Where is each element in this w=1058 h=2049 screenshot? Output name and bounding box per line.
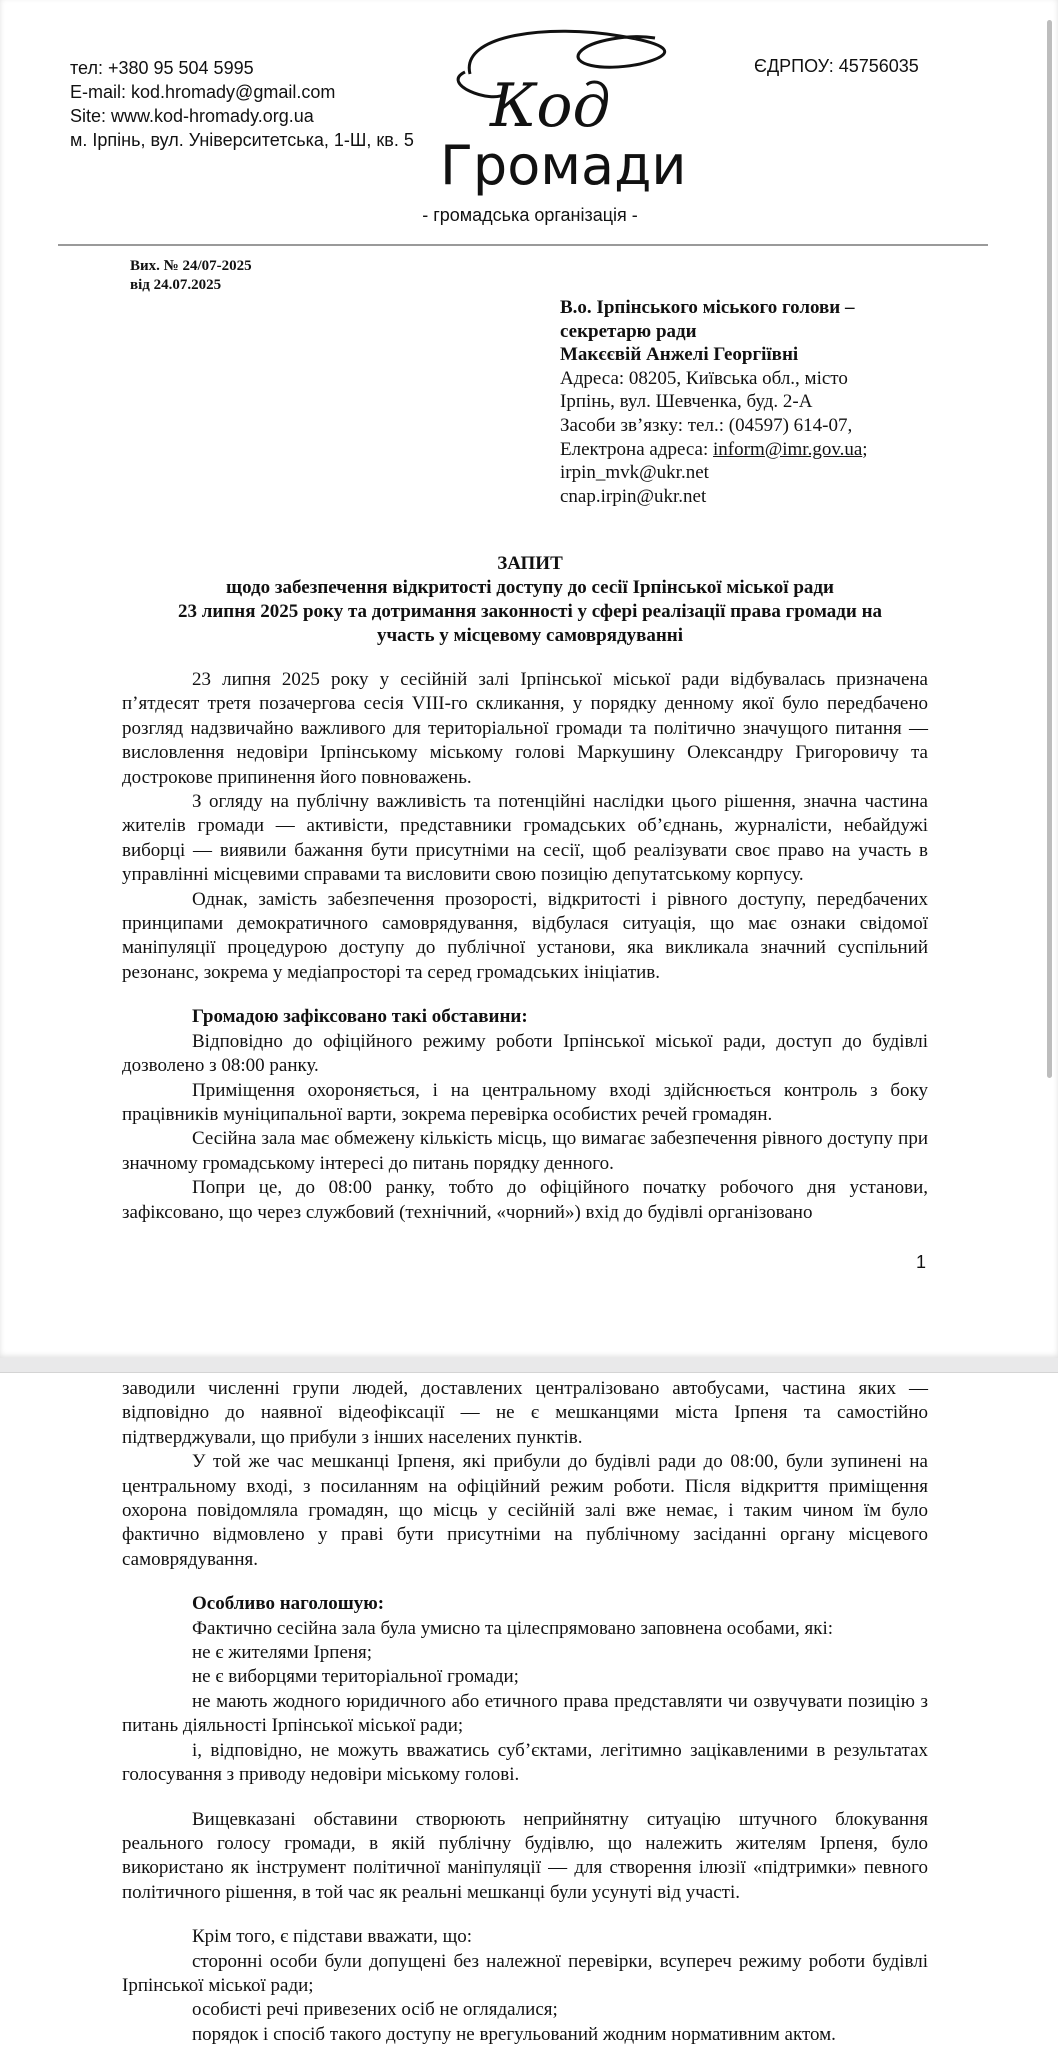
contact-address: м. Ірпінь, вул. Університетська, 1-Ш, кв. 5: [70, 130, 414, 150]
paragraph: Крім того, є підстави вважати, що:: [192, 1926, 472, 1948]
title-line-1: ЗАПИТ: [497, 553, 563, 574]
email-tail: ;: [862, 438, 868, 460]
page-gap: [0, 1358, 1058, 1372]
paragraph: Вищевказані обставини створюють неприйнятну ситуацію штучного блокування реального голосу громади, в якій публічну будівлю, що належить жителям Ірпеня, було використано як інструмент політичної маніпуляції — для створення ілюзії «підтримки» певного політичного рішення, в той час як реальні мешканці були усунуті від участі.: [122, 1808, 928, 1903]
email-link[interactable]: inform@imr.gov.ua: [713, 438, 863, 460]
outgoing-number-block: [130, 257, 252, 295]
logo-word-2: Громади: [440, 134, 687, 197]
recipient-block: [560, 296, 1000, 508]
organization-logo: [430, 14, 700, 204]
recipient-name: Макєєвій Анжелі Георгіївні: [560, 344, 799, 366]
paragraph: Приміщення охороняється, і на центральному вході здійснюється контроль з боку працівників муніципальної варти, зокрема перевірка особистих речей громадян.: [122, 1079, 928, 1125]
paragraph: Однак, замість забезпечення прозорості, відкритості і рівного доступу, передбачених принципами демократичного самоврядування, відбулася ситуація, що має ознаки свідомої маніпуляції процедурою доступу до публічної установи, яка викликала значний суспільний резонанс, зокрема у медіапросторі та серед громадських ініціатив.: [122, 888, 928, 983]
request-title: [120, 552, 940, 648]
email-label: Електрона адреса:: [560, 438, 714, 460]
outgoing-date: від 24.07.2025: [130, 277, 222, 293]
list-item: сторонні особи були допущені без належної перевірки, всупереч режиму роботи будівлі Ірпінської міської ради;: [122, 1950, 928, 1996]
recipient-address-2: Ірпінь, вул. Шевченка, буд. 2-А: [560, 391, 813, 413]
recipient-phone: Засоби зв’язку: тел.: (04597) 614-07,: [560, 414, 853, 436]
page2-body: [122, 1377, 928, 2047]
list-item: не мають жодного юридичного або етичного права представляти чи озвучувати позицію з питань діяльності Ірпінської міської ради;: [122, 1690, 928, 1737]
paragraph: заводили численні групи людей, доставлених централізовано автобусами, частина яких — відповідно до наявної відеофіксації — не є мешканцями міста Ірпеня та самостійно підтверджували, що прибули з інших населених пунктів.: [122, 1378, 928, 1448]
document-page-2: [0, 1372, 1058, 2049]
title-line-3: 23 липня 2025 року та дотримання законності у сфері реалізації права громади на: [177, 601, 883, 622]
title-line-4: участь у місцевому самоврядуванні: [376, 625, 684, 646]
page-number: 1: [916, 1252, 927, 1272]
paragraph: Сесійна зала має обмежену кількість місць, що вимагає забезпечення рівного доступу при значному громадському інтересі до питань порядку денного.: [122, 1128, 928, 1174]
recipient-address-1: Адреса: 08205, Київська обл., місто: [560, 367, 848, 389]
logo-swash: [469, 31, 664, 74]
section-heading: Особливо наголошую:: [192, 1593, 385, 1615]
list-item: і, відповідно, не можуть вважатись суб’єктами, легітимно зацікавленими в результатах голосування з приводу недовіри міському голові.: [122, 1739, 928, 1786]
paragraph: Фактично сесійна зала була умисно та цілеспрямовано заповнена особами, які:: [192, 1617, 833, 1639]
logo-word-1: Код: [490, 71, 611, 141]
contact-email: E-mail: kod.hromady@gmail.com: [70, 82, 336, 102]
list-item: не є виборцями територіальної громади;: [192, 1666, 519, 1688]
scrollbar[interactable]: [1047, 20, 1052, 1078]
contact-site: Site: www.kod-hromady.org.ua: [70, 106, 314, 126]
recipient-title-2: секретарю ради: [560, 320, 697, 342]
outgoing-number: Вих. № 24/07-2025: [130, 258, 252, 274]
logo-subtitle: - громадська організація -: [422, 205, 638, 225]
paragraph: 23 липня 2025 року у сесійній залі Ірпінської міської ради відбувалась призначена п’ятдесят третя позачергова сесія VIII-го скликання, у порядку денному якої було передбачено розгляд надзвичайно важливого для територіальної громади та політично значущого питання — висловлення недовіри Ірпінському міському голові Маркушину Олександру Григоровичу та дострокове припинення його повноважень.: [122, 669, 928, 788]
header-divider: [58, 244, 988, 246]
paragraph: З огляду на публічну важливість та потенційні наслідки цього рішення, значна частина жителів громади — активісти, представники громадських об’єднань, журналісти, небайдужі виборці — виявили бажання бути присутніми на сесії, щоб реалізувати своє право на участь в управлінні місцевими справами та висловити свою позицію депутатському корпусу.: [122, 791, 928, 886]
paragraph: Попри це, до 08:00 ранку, тобто до офіційного початку робочого дня установи, зафіксовано, що через службовий (технічний, «чорний») вхід до будівлі організовано: [122, 1177, 928, 1223]
page1-body: [122, 668, 928, 1225]
title-line-2: щодо забезпечення відкритості доступу до сесії Ірпінської міської ради: [226, 577, 834, 598]
section-heading: Громадою зафіксовано такі обставини:: [192, 1006, 528, 1028]
contact-phone: тел: +380 95 504 5995: [70, 58, 254, 78]
paragraph: У той же час мешканці Ірпеня, які прибули до будівлі ради до 08:00, були зупинені на центральному вході, з посиланням на офіційний режим роботи. Після відкриття приміщення охорона повідомляла громадян, що місць у сесійній залі вже немає, і таким чином їм було фактично відмовлено у праві бути присутніми на публічному засіданні органу місцевого самоврядування.: [122, 1451, 928, 1570]
list-item: не є жителями Ірпеня;: [192, 1642, 373, 1664]
list-item: особисті речі привезених осіб не оглядалися;: [192, 1999, 558, 2021]
recipient-title-1: В.о. Ірпінського міського голови –: [560, 297, 855, 318]
paragraph: Відповідно до офіційного режиму роботи Ірпінської міської ради, доступ до будівлі дозволено з 08:00 ранку.: [122, 1030, 928, 1077]
edrpou-code: ЄДРПОУ: 45756035: [754, 56, 919, 76]
recipient-email-3: cnap.irpin@ukr.net: [560, 485, 707, 507]
list-item: порядок і спосіб такого доступу не врегульований жодним нормативним актом.: [192, 2023, 836, 2045]
recipient-email-line: [560, 438, 1000, 462]
recipient-email-2: irpin_mvk@ukr.net: [560, 462, 709, 484]
contact-block: [70, 56, 414, 152]
